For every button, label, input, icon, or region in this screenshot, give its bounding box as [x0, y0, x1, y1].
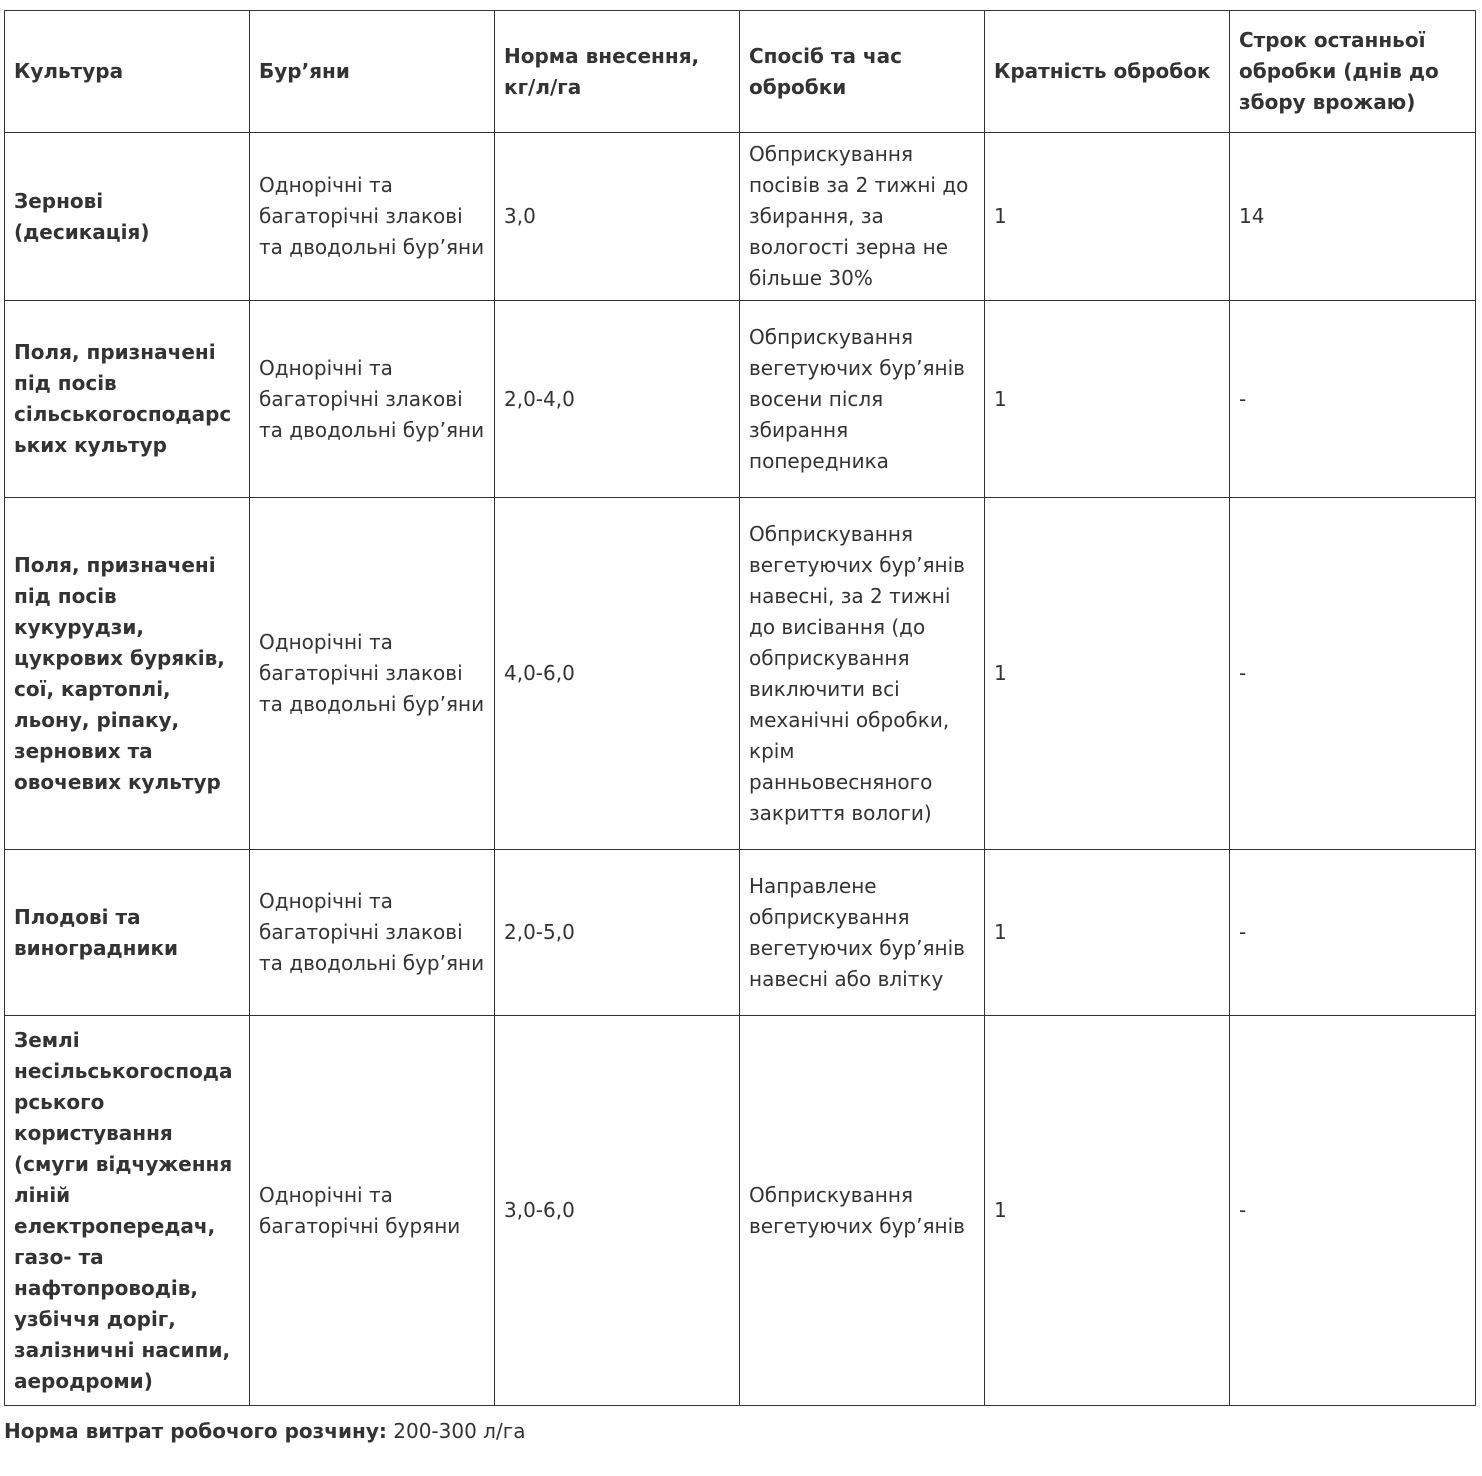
cell-frequency: 1	[985, 498, 1230, 850]
cell-rate: 3,0-6,0	[495, 1016, 740, 1406]
cell-days: -	[1230, 850, 1476, 1016]
cell-frequency: 1	[985, 850, 1230, 1016]
cell-rate: 2,0-4,0	[495, 301, 740, 498]
header-frequency: Кратність обробок	[985, 11, 1230, 133]
table-header-row	[5, 11, 1476, 133]
cell-crop: Плодові та виноградники	[5, 850, 250, 1016]
cell-method: Направлене обприскування вегетуючих бур’янів навесні або влітку	[740, 850, 985, 1016]
header-weeds: Бур’яни	[250, 11, 495, 133]
cell-weeds: Однорічні та багаторічні буряни	[250, 1016, 495, 1406]
cell-frequency: 1	[985, 301, 1230, 498]
cell-days: -	[1230, 301, 1476, 498]
cell-weeds: Однорічні та багаторічні злакові та дводольні бур’яни	[250, 133, 495, 301]
cell-weeds: Однорічні та багаторічні злакові та дводольні бур’яни	[250, 498, 495, 850]
cell-method: Обприскування вегетуючих бур’янів	[740, 1016, 985, 1406]
cell-days: -	[1230, 498, 1476, 850]
cell-days: -	[1230, 1016, 1476, 1406]
table-row	[5, 1016, 1476, 1406]
cell-rate: 3,0	[495, 133, 740, 301]
table-row	[5, 133, 1476, 301]
cell-crop: Поля, призначені під посів сільськогосподарських культур	[5, 301, 250, 498]
table-row	[5, 498, 1476, 850]
cell-crop: Зернові (десикація)	[5, 133, 250, 301]
cell-crop: Поля, призначені під посів кукурудзи, цукрових буряків, сої, картоплі, льону, ріпаку, зернових та овочевих культур	[5, 498, 250, 850]
cell-method: Обприскування вегетуючих бур’янів восени після збирання попередника	[740, 301, 985, 498]
cell-days: 14	[1230, 133, 1476, 301]
footnote-value: 200-300 л/га	[393, 1419, 526, 1443]
cell-frequency: 1	[985, 1016, 1230, 1406]
table-row	[5, 850, 1476, 1016]
header-days: Строк останньої обробки (днів до збору врожаю)	[1230, 11, 1476, 133]
cell-rate: 4,0-6,0	[495, 498, 740, 850]
cell-method: Обприскування вегетуючих бур’янів навесні, за 2 тижні до висівання (до обприскування виключити всі механічні обробки, крім ранньовесняного закриття вологи)	[740, 498, 985, 850]
cell-method: Обприскування посівів за 2 тижні до збирання, за вологості зерна не більше 30%	[740, 133, 985, 301]
usage-table	[4, 10, 1476, 1406]
cell-weeds: Однорічні та багаторічні злакові та дводольні бур’яни	[250, 850, 495, 1016]
header-rate: Норма внесення, кг/л/га	[495, 11, 740, 133]
header-method: Спосіб та час обробки	[740, 11, 985, 133]
cell-weeds: Однорічні та багаторічні злакові та дводольні бур’яни	[250, 301, 495, 498]
footnote-label: Норма витрат робочого розчину:	[4, 1419, 387, 1443]
table-row	[5, 301, 1476, 498]
cell-crop: Землі несільськогосподарського користування (смуги відчуження ліній електропередач, газо- та нафтопроводів, узбіччя доріг, залізничні насипи, аеродроми)	[5, 1016, 250, 1406]
working-solution-note	[4, 1416, 1482, 1447]
cell-rate: 2,0-5,0	[495, 850, 740, 1016]
header-crop: Культура	[5, 11, 250, 133]
cell-frequency: 1	[985, 133, 1230, 301]
